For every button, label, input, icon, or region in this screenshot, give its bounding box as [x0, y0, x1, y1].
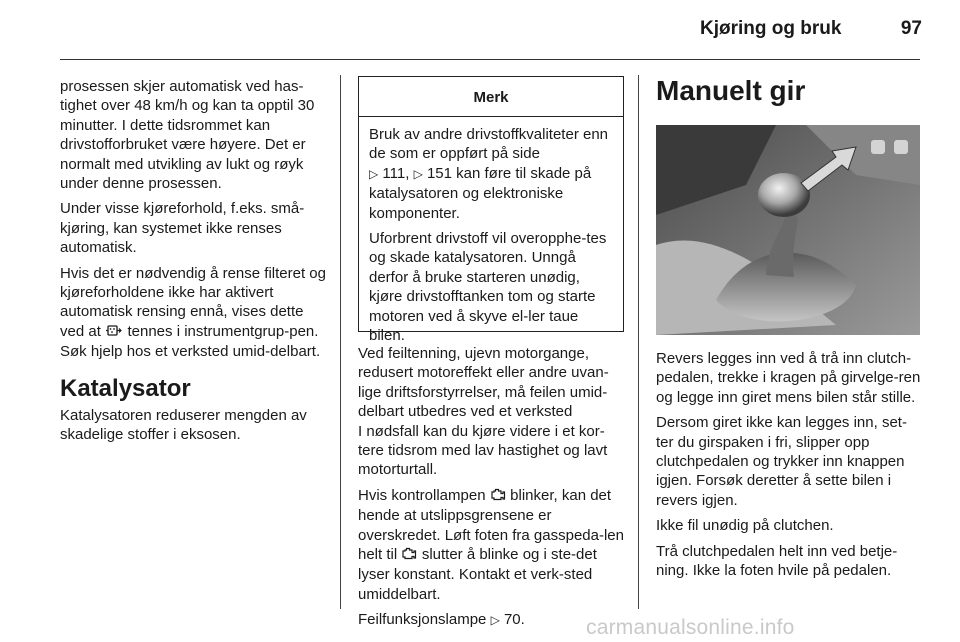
note-paragraph — [369, 125, 613, 223]
note-box — [358, 76, 624, 345]
body-paragraph — [358, 486, 624, 604]
text-span: Feilfunksjonslampe — [358, 611, 491, 629]
text-span: Hvis kontrollampen — [358, 486, 490, 504]
column-right — [656, 349, 922, 586]
body-paragraph — [60, 264, 326, 362]
page-reference-link[interactable]: 151 — [426, 164, 452, 182]
body-paragraph — [358, 344, 624, 422]
text-span: Hvis det er nødvendig å rense filteret og kjøreforholdene ikke har aktivert automatisk rensing ennå, vises dette ved at — [60, 264, 326, 340]
engine-check-icon — [490, 488, 510, 504]
column-middle — [358, 344, 624, 637]
body-paragraph: Dersom giret ikke kan legges inn, set-ter du girspaken i fri, slipper opp clutchpedalen og trykker inn knappen igjen. Forsøk deretter å sette bilen i revers igjen. — [656, 414, 907, 509]
text-span: kan føre til skade på katalysatoren og elektroniske komponenter. — [369, 164, 592, 222]
running-header-title: Kjøring og bruk — [700, 18, 842, 39]
text-span: . — [520, 611, 525, 629]
triangle-arrow-icon: ▷ — [413, 166, 423, 181]
page-reference-link[interactable]: 111 — [382, 164, 406, 182]
text-span: slutter å blinke og i ste-det lyser konstant. Kontakt et verk-sted umiddelbart. — [358, 546, 597, 603]
header-divider — [60, 59, 920, 60]
text-span: Ved feiltenning, ujevn motorgange, redusert motoreffekt eller andre uvan-lige driftsforstyrrelser, må feilen umid-delbart utbedres ved et verksted — [358, 345, 609, 421]
text-span: blinker, kan det hende at utslippsgrensene er overskredet. Løft foten fra gasspeda-len helt til — [358, 486, 624, 564]
body-paragraph: Katalysatoren reduserer mengden av skadelige stoffer i eksosen. — [60, 406, 307, 444]
body-paragraph: I nødsfall kan du kjøre videre i et kor-tere tidsrom med lav hastighet og lavt motorturtall. — [358, 422, 608, 479]
body-paragraph: Under visse kjøreforhold, f.eks. små-kjøring, kan systemet ikke renses automatisk. — [60, 200, 305, 257]
engine-check-icon — [401, 547, 421, 563]
body-paragraph: Revers legges inn ved å trå inn clutch-pedalen, trekke i kragen på girvelge-ren og legge inn giret mens bilen står stille. — [656, 350, 921, 406]
column-divider — [340, 75, 341, 609]
text-span: tennes i instrumentgrup-pen. Søk hjelp hos et verksted umid-delbart. — [60, 322, 321, 361]
body-paragraph — [358, 610, 624, 630]
body-paragraph: prosessen skjer automatisk ved has-tighet over 48 km/h og kan ta opptil 30 minutter. I dette tidsrommet kan drivstofforbruket være høyere. Det er normalt med utvikling av lukt og røyk under denne prosessen. — [60, 78, 315, 193]
body-paragraph: Ikke fil unødig på clutchen. — [656, 517, 834, 535]
section-heading: Katalysator — [60, 374, 191, 402]
gear-lever-photo — [656, 125, 920, 335]
watermark-text: carmanualsonline.info — [586, 616, 795, 639]
note-heading: Merk — [359, 77, 623, 117]
column-divider — [638, 75, 639, 609]
text-span: , — [405, 164, 414, 182]
page-reference-link[interactable]: 70 — [503, 611, 521, 629]
section-title: Manuelt gir — [656, 75, 806, 106]
column-left — [60, 77, 326, 451]
note-paragraph: Uforbrent drivstoff vil overopphe-tes og skade katalysatoren. Unngå derfor å bruke starteren unødig, kjøre drivstofftanken tom og starte motoren ved å skyve el-ler taue bilen. — [369, 230, 607, 345]
diesel-filter-icon — [105, 324, 127, 340]
body-paragraph: Trå clutchpedalen helt inn ved betje-ning. Ikke la foten hvile på pedalen. — [656, 542, 898, 580]
page-number: 97 — [900, 18, 922, 39]
note-body — [359, 117, 623, 345]
triangle-arrow-icon: ▷ — [369, 166, 379, 181]
text-span: Bruk av andre drivstoffkvaliteter enn de som er oppført på side — [369, 126, 609, 163]
triangle-arrow-icon: ▷ — [490, 613, 500, 628]
